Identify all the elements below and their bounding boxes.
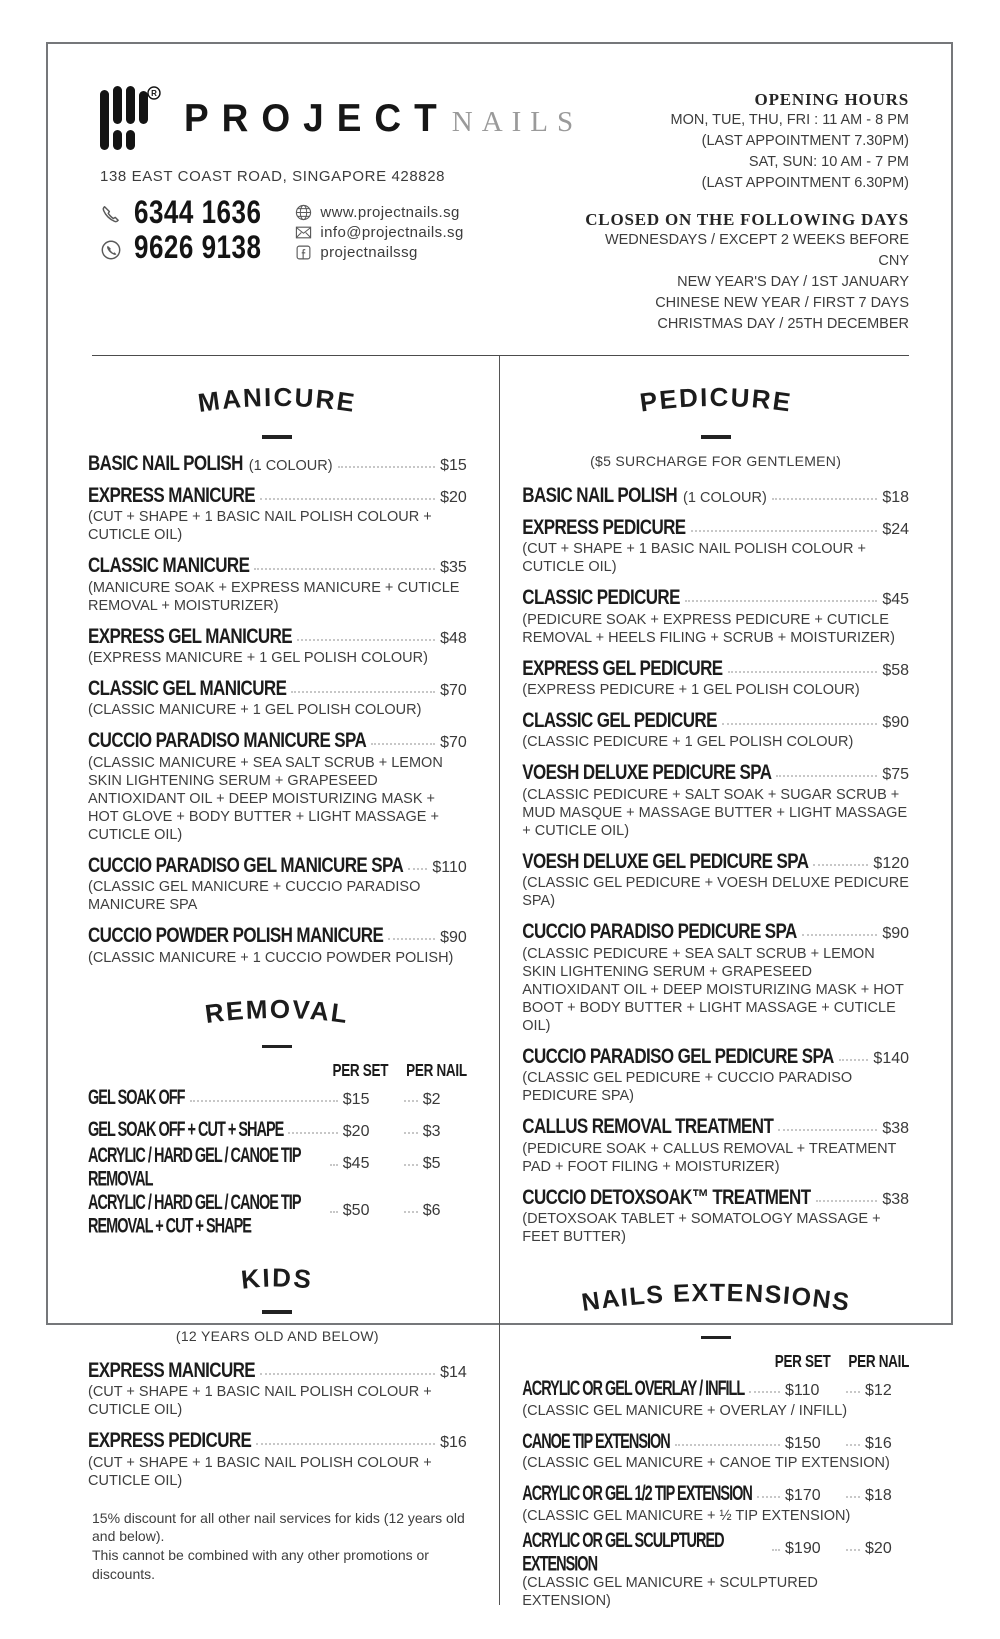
item-name-suffix: (1 COLOUR): [248, 457, 333, 474]
item-price: $14: [440, 1363, 467, 1381]
svg-text:KIDS: KIDS: [239, 1262, 315, 1295]
item-name: EXPRESS GEL PEDICURE: [522, 655, 723, 680]
item-name: BASIC NAIL POLISH: [88, 450, 243, 475]
menu-page: [46, 42, 953, 1610]
email-icon: [295, 224, 312, 241]
menu-item: [88, 1428, 467, 1490]
per-set-header: PER SET: [774, 1352, 831, 1372]
item-price: $90: [440, 929, 467, 947]
menu-item: [88, 728, 467, 844]
pedicure-subtitle: ($5 SURCHARGE FOR GENTLEMEN): [590, 452, 842, 469]
dotted-leader: [802, 921, 878, 936]
dotted-leader: [291, 678, 435, 693]
menu-item: [522, 514, 910, 577]
item-desc: (PEDICURE SOAK + EXPRESS PEDICURE + CUTICLE REMOVAL + HEELS FILING + SCRUB + MOISTURIZER): [522, 611, 895, 646]
closed-line: NEW YEAR'S DAY / 1ST JANUARY: [677, 274, 909, 291]
item-price-set: $15: [342, 1091, 370, 1109]
svg-text:PEDICURE: PEDICURE: [637, 382, 794, 418]
item-price-set: $20: [342, 1123, 370, 1141]
item-name: GEL SOAK OFF: [88, 1086, 185, 1110]
section-dash: [262, 1310, 292, 1314]
brand-wordmark: [184, 98, 582, 140]
item-price: $20: [440, 488, 467, 506]
menu-item: [88, 676, 467, 720]
item-desc: (CLASSIC MANICURE + SEA SALT SCRUB + LEMON SKIN LIGHTENING SERUM + GRAPESEED ANTIOXIDANT OIL + DEEP MOISTURIZING MASK + HOT GLOVE + BODY BUTTER + LIGHT MASSAGE + CUTICLE OIL): [88, 754, 443, 843]
section-title-manicure: [172, 382, 382, 424]
facebook-icon: [295, 244, 312, 261]
closed-line: CHRISTMAS DAY / 25TH DECEMBER: [657, 316, 909, 333]
section-dash: [701, 1336, 731, 1340]
website: www.projectnails.sg: [320, 204, 460, 221]
section-dash: [262, 435, 292, 439]
dotted-leader: [675, 1431, 780, 1446]
item-name: CLASSIC PEDICURE: [522, 585, 680, 609]
item-price-set: $190: [785, 1539, 821, 1557]
item-desc: (CLASSIC PEDICURE + SALT SOAK + SUGAR SCRUB + MUD MASQUE + MASSAGE BUTTER + LIGHT MASSAGE + CUTICLE OIL): [522, 786, 908, 839]
menu-item: [522, 760, 910, 840]
hours-line: (LAST APPOINTMENT 7.30PM): [701, 133, 909, 150]
menu-item: [522, 708, 910, 752]
item-desc: (CLASSIC MANICURE + 1 GEL POLISH COLOUR): [88, 702, 422, 719]
dotted-leader: [330, 1151, 338, 1166]
item-desc: (DETOXSOAK TABLET + SOMATOLOGY MASSAGE + FEET BUTTER): [522, 1211, 881, 1245]
closed-days-title: CLOSED ON THE FOLLOWING DAYS: [585, 210, 909, 230]
dotted-leader: [330, 1198, 338, 1213]
item-desc: (CUT + SHAPE + 1 BASIC NAIL POLISH COLOUR + CUTICLE OIL): [88, 509, 432, 544]
item-desc: (CLASSIC GEL MANICURE + CUCCIO PARADISO MANICURE SPA: [88, 879, 421, 914]
svg-text:NAILS EXTENSIONS: NAILS EXTENSIONS: [579, 1278, 852, 1317]
dotted-leader: [846, 1483, 860, 1498]
closed-line: CHINESE NEW YEAR / FIRST 7 DAYS: [655, 295, 909, 312]
item-price-nail: $3: [422, 1123, 441, 1141]
menu-item: [88, 923, 467, 967]
item-price: $24: [882, 520, 910, 538]
item-price: $90: [882, 925, 910, 943]
menu-item: [88, 1357, 467, 1420]
dotted-leader: [404, 1151, 418, 1166]
item-price: $140: [873, 1049, 910, 1067]
brand-name-secondary: NAILS: [451, 106, 583, 138]
per-nail-header: PER NAIL: [406, 1060, 467, 1081]
nail-bars-logo-icon: [100, 86, 162, 152]
section-title-extensions: [551, 1273, 881, 1325]
item-price: $110: [432, 858, 467, 876]
address: 138 EAST COAST ROAD, SINGAPORE 428828: [100, 168, 446, 185]
item-name: CLASSIC GEL MANICURE: [88, 676, 287, 700]
item-desc: (CUT + SHAPE + 1 BASIC NAIL POLISH COLOUR + CUTICLE OIL): [88, 1384, 432, 1419]
item-name: CALLUS REMOVAL TREATMENT: [522, 1114, 774, 1138]
opening-hours-block: [582, 86, 909, 335]
item-price: $18: [882, 488, 910, 506]
dotted-leader: [846, 1431, 860, 1446]
dotted-leader: [256, 1430, 435, 1445]
item-price: $15: [440, 456, 467, 474]
item-price-set: $170: [785, 1487, 821, 1505]
menu-item: [522, 655, 910, 700]
closed-line: WEDNESDAYS / EXCEPT 2 WEEKS BEFORE CNY: [604, 232, 909, 270]
dotted-leader: [846, 1536, 860, 1551]
menu-item: [88, 852, 467, 915]
item-name: EXPRESS MANICURE: [88, 482, 256, 507]
item-price: $75: [882, 766, 910, 784]
item-name: CUCCIO PARADISO MANICURE SPA: [88, 728, 367, 753]
item-desc: (CLASSIC MANICURE + 1 CUCCIO POWDER POLISH): [88, 949, 454, 966]
item-name: CUCCIO POWDER POLISH MANICURE: [88, 923, 384, 948]
dotted-leader: [404, 1198, 418, 1213]
dotted-leader: [371, 730, 435, 745]
menu-item: [88, 450, 467, 475]
item-name: CUCCIO DETOXSOAK™ TREATMENT: [522, 1184, 811, 1209]
section-dash: [701, 435, 731, 439]
dotted-leader: [757, 1483, 780, 1498]
item-desc: (CLASSIC PEDICURE + 1 GEL POLISH COLOUR): [522, 734, 854, 751]
item-name: ACRYLIC OR GEL 1/2 TIP EXTENSION: [522, 1482, 752, 1506]
item-price: $120: [873, 854, 910, 872]
note-line: 15% discount for all other nail services for kids (12 years old and below).: [92, 1509, 465, 1545]
item-name: EXPRESS GEL MANICURE: [88, 623, 293, 648]
menu-item: [522, 1043, 910, 1106]
dotted-leader: [816, 1187, 878, 1202]
item-desc: (CLASSIC GEL MANICURE + OVERLAY / INFILL): [522, 1402, 848, 1419]
item-desc: (PEDICURE SOAK + CALLUS REMOVAL + TREATMENT PAD + FOOT FILING + MOISTURIZER): [522, 1140, 897, 1175]
svg-text:R: R: [151, 89, 157, 98]
menu-item: [522, 1430, 909, 1473]
dotted-leader: [839, 1046, 869, 1061]
section-title-kids: [217, 1261, 337, 1299]
item-price: $38: [882, 1190, 910, 1208]
whatsapp-icon: [100, 239, 122, 261]
dotted-leader: [297, 626, 435, 641]
item-price-nail: $18: [865, 1487, 892, 1505]
item-desc: (CLASSIC PEDICURE + SEA SALT SCRUB + LEMON SKIN LIGHTENING SERUM + GRAPESEED ANTIOXIDANT OIL + DEEP MOISTURIZING MASK + HOT BOOT + BODY BUTTER + LIGHT MASSAGE + CUTICLE OIL): [522, 945, 904, 1034]
item-name: ACRYLIC / HARD GEL / CANOE TIP REMOVAL + CUT + SHAPE: [88, 1191, 301, 1239]
phone-number: 6344 1636: [134, 193, 262, 231]
dotted-leader: [260, 485, 435, 500]
note-line: This cannot be combined with any other promotions or discounts.: [92, 1547, 429, 1583]
item-desc: (EXPRESS MANICURE + 1 GEL POLISH COLOUR): [88, 650, 428, 667]
dotted-leader: [813, 851, 868, 866]
dotted-leader: [388, 925, 435, 940]
item-desc: (MANICURE SOAK + EXPRESS MANICURE + CUTICLE REMOVAL + MOISTURIZER): [88, 579, 460, 614]
menu-item: [88, 1086, 467, 1110]
menu-item: [522, 585, 910, 647]
item-name: ACRYLIC OR GEL OVERLAY / INFILL: [522, 1377, 745, 1402]
phone-icon: [100, 204, 122, 226]
dotted-leader: [728, 658, 878, 673]
item-name: ACRYLIC OR GEL SCULPTURED EXTENSION: [522, 1529, 724, 1577]
dotted-leader: [190, 1087, 338, 1102]
item-price: $38: [882, 1120, 910, 1138]
whatsapp-number: 9626 9138: [134, 228, 262, 266]
dotted-leader: [288, 1119, 337, 1134]
hours-line: SAT, SUN: 10 AM - 7 PM: [748, 154, 909, 171]
menu-item: [88, 1144, 467, 1192]
item-price-nail: $16: [865, 1434, 892, 1452]
item-price: $16: [440, 1434, 467, 1452]
price-column-headers: [88, 1060, 467, 1081]
item-name: CANOE TIP EXTENSION: [522, 1430, 670, 1454]
menu-item: [522, 919, 910, 1035]
item-name-suffix: (1 COLOUR): [683, 489, 767, 506]
section-title-removal: [182, 994, 372, 1034]
item-price: $58: [882, 661, 910, 679]
item-price-set: $45: [342, 1155, 370, 1173]
menu-item: [522, 848, 910, 911]
menu-item: [522, 482, 910, 507]
menu-item: [522, 1114, 910, 1176]
section-dash: [262, 1045, 292, 1049]
item-name: EXPRESS PEDICURE: [522, 514, 686, 539]
item-name: CLASSIC MANICURE: [88, 553, 250, 577]
item-desc: (CUT + SHAPE + 1 BASIC NAIL POLISH COLOUR + CUTICLE OIL): [522, 541, 866, 576]
per-set-header: PER SET: [332, 1060, 389, 1081]
contact-block: [100, 193, 582, 269]
item-desc: (CUT + SHAPE + 1 BASIC NAIL POLISH COLOUR + CUTICLE OIL): [88, 1454, 432, 1489]
dotted-leader: [722, 710, 877, 725]
dotted-leader: [776, 762, 877, 777]
dotted-leader: [749, 1378, 780, 1393]
item-price: $35: [440, 559, 467, 577]
item-name: CUCCIO PARADISO GEL MANICURE SPA: [88, 852, 404, 877]
item-price-set: $50: [342, 1202, 370, 1220]
dotted-leader: [404, 1119, 418, 1134]
per-nail-header: PER NAIL: [848, 1352, 910, 1372]
dotted-leader: [338, 453, 435, 468]
item-name: CUCCIO PARADISO PEDICURE SPA: [522, 919, 797, 944]
item-name: BASIC NAIL POLISH: [522, 482, 678, 507]
item-price-nail: $5: [422, 1155, 441, 1173]
item-price: $48: [440, 629, 467, 647]
kids-discount-note: [92, 1509, 467, 1585]
svg-text:REMOVAL: REMOVAL: [203, 993, 352, 1029]
globe-icon: [295, 204, 312, 221]
dotted-leader: [685, 587, 877, 602]
right-column: [500, 356, 951, 1639]
item-name: EXPRESS MANICURE: [88, 1357, 256, 1382]
brand-block: [100, 86, 582, 335]
item-name: VOESH DELUXE GEL PEDICURE SPA: [522, 848, 809, 873]
item-name: ACRYLIC / HARD GEL / CANOE TIP REMOVAL: [88, 1144, 301, 1192]
left-column: [48, 356, 499, 1639]
item-desc: (CLASSIC GEL MANICURE + ½ TIP EXTENSION): [522, 1507, 851, 1524]
item-desc: (CLASSIC GEL PEDICURE + CUCCIO PARADISO PEDICURE SPA): [522, 1070, 853, 1105]
menu-item: [522, 1184, 910, 1247]
menu-item: [522, 1377, 909, 1420]
menu-item: [522, 1482, 909, 1525]
dotted-leader: [772, 1536, 780, 1551]
item-desc: (EXPRESS PEDICURE + 1 GEL POLISH COLOUR): [522, 682, 860, 699]
item-price-set: $150: [785, 1434, 821, 1452]
section-title-pedicure: [611, 382, 821, 424]
item-price-nail: $2: [422, 1091, 441, 1109]
dotted-leader: [691, 517, 878, 532]
dotted-leader: [254, 555, 435, 570]
item-desc: (CLASSIC GEL PEDICURE + VOESH DELUXE PEDICURE SPA): [522, 875, 909, 910]
menu-item: [88, 553, 467, 615]
email: info@projectnails.sg: [320, 224, 464, 241]
menu-item: [88, 482, 467, 545]
item-price: $90: [882, 713, 910, 731]
item-name: GEL SOAK OFF + CUT + SHAPE: [88, 1118, 284, 1142]
item-price-nail: $12: [865, 1382, 892, 1400]
item-price-nail: $6: [422, 1202, 441, 1220]
item-price: $70: [440, 681, 467, 699]
item-name: CUCCIO PARADISO GEL PEDICURE SPA: [522, 1043, 834, 1068]
price-column-headers: [522, 1352, 910, 1372]
dotted-leader: [260, 1360, 435, 1375]
item-price-set: $110: [785, 1382, 820, 1400]
item-name: CLASSIC GEL PEDICURE: [522, 708, 717, 732]
menu-item: [88, 623, 467, 668]
item-price-nail: $20: [865, 1539, 892, 1557]
item-desc: (CLASSIC GEL MANICURE + CANOE TIP EXTENSION): [522, 1455, 890, 1472]
dotted-leader: [408, 855, 427, 870]
hours-line: MON, TUE, THU, FRI : 11 AM - 8 PM: [670, 112, 909, 128]
item-name: VOESH DELUXE PEDICURE SPA: [522, 760, 772, 785]
menu-item: [88, 1191, 467, 1239]
item-name: EXPRESS PEDICURE: [88, 1428, 252, 1452]
opening-hours-title: OPENING HOURS: [754, 90, 909, 109]
header: [48, 44, 951, 349]
brand-name-primary: PROJECT: [184, 96, 450, 140]
dotted-leader: [778, 1116, 877, 1131]
dotted-leader: [846, 1378, 860, 1393]
kids-subtitle: (12 YEARS OLD AND BELOW): [175, 1327, 379, 1344]
facebook-handle: projectnailssg: [320, 244, 418, 261]
item-price: $45: [882, 591, 910, 609]
hours-line: (LAST APPOINTMENT 6.30PM): [701, 175, 909, 192]
svg-text:MANICURE: MANICURE: [196, 382, 359, 419]
item-desc: (CLASSIC GEL MANICURE + SCULPTURED EXTENSION): [522, 1575, 818, 1610]
menu-item: [522, 1529, 909, 1611]
item-price: $70: [440, 734, 467, 752]
dotted-leader: [772, 485, 877, 500]
menu-item: [88, 1118, 467, 1142]
dotted-leader: [404, 1087, 418, 1102]
